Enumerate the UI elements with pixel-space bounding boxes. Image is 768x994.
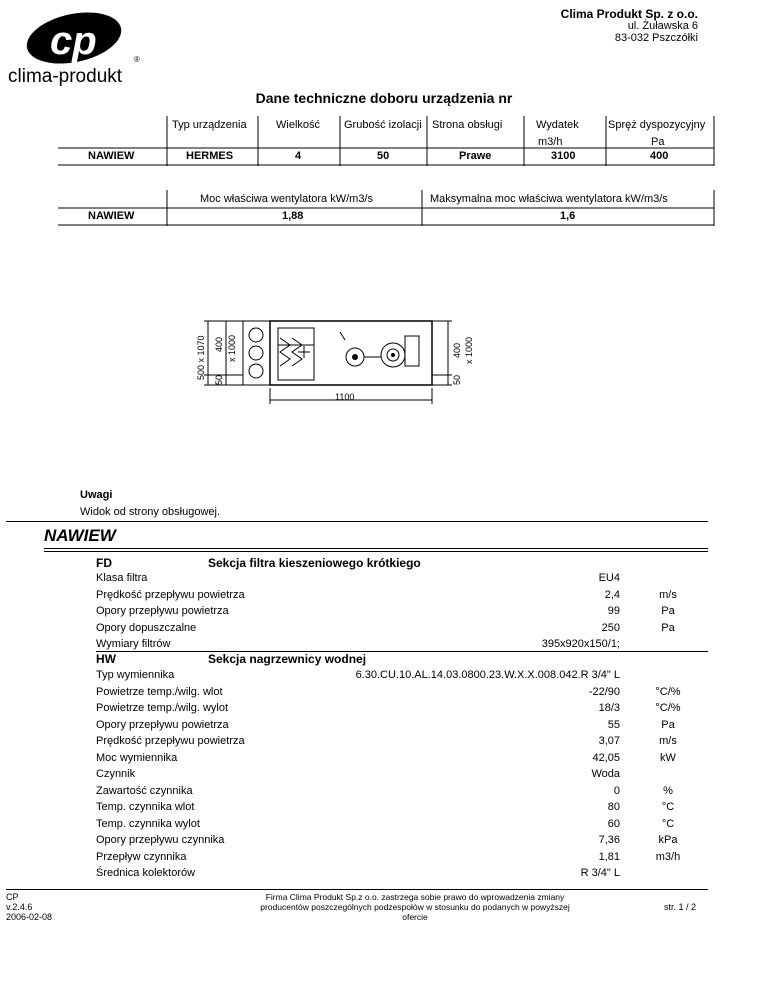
dim-right-a: 400 [452, 342, 462, 358]
spec-header-airflow: Wydatek [536, 119, 579, 131]
fan-value-max-power: 1,6 [560, 210, 576, 222]
hw-row-unit: m3/h [655, 850, 681, 863]
hw-row-label: Typ wymiennika [96, 669, 175, 681]
fd-row-label: Opory przepływu powietrza [96, 605, 229, 617]
hw-row-label: Moc wymiennika [96, 751, 178, 764]
hw-row-value: 1,81 [598, 850, 620, 863]
hw-row [96, 818, 716, 834]
fan-row-label: NAWIEW [88, 210, 135, 222]
spec-header-insulation: Grubość izolacji [344, 119, 422, 131]
section-title: NAWIEW [44, 526, 116, 545]
spec-value-size: 4 [295, 150, 302, 162]
footer-left3: 2006-02-08 [6, 912, 53, 922]
hw-row-label: Przepływ czynnika [96, 850, 187, 863]
dim-right-b: x 1000 [464, 336, 474, 364]
hw-row-label: Powietrze temp./wilg. wlot [96, 685, 223, 698]
hw-row-value: 0 [613, 784, 620, 797]
hw-row-value: 80 [607, 801, 620, 813]
hw-row-label: Opory przepływu czynnika [96, 834, 225, 846]
hw-row-unit: m/s [659, 735, 677, 747]
footer-divider [6, 889, 708, 890]
dim-left-a: 400 [214, 336, 224, 352]
spec-value-airflow: 3100 [551, 150, 576, 162]
dim-left-c: 50 [214, 374, 224, 385]
notes-text: Widok od strony obsługowej. [80, 506, 221, 518]
hw-row [96, 752, 716, 768]
divider [96, 651, 708, 652]
dim-right-c: 50 [452, 374, 462, 385]
hw-row-label: Średnica kolektorów [96, 867, 196, 879]
spec-header-type: Typ urządzenia [172, 119, 247, 131]
hw-row-unit: °C [661, 817, 675, 830]
hw-row-value: -22/90 [588, 685, 620, 698]
fd-row-unit: m/s [659, 588, 677, 601]
hw-row [96, 686, 716, 702]
fd-row-label: Opory dopuszczalne [96, 621, 197, 634]
fd-row [96, 589, 716, 605]
divider [44, 548, 708, 549]
hw-title: Sekcja nagrzewnicy wodnej [208, 652, 367, 666]
spec-unit-pressure: Pa [651, 136, 665, 148]
spec-value-side: Prawe [459, 150, 492, 162]
hw-row [96, 702, 716, 718]
hw-row-label: Temp. czynnika wylot [96, 817, 200, 830]
hw-row [96, 785, 716, 801]
hw-row-value: 18/3 [598, 702, 620, 714]
hw-row-value: 42,05 [592, 751, 620, 764]
fd-row-label: Klasa filtra [96, 572, 148, 584]
hw-row-value: 55 [607, 718, 620, 731]
hw-row-label: Zawartość czynnika [96, 784, 193, 797]
hw-row-label: Temp. czynnika wlot [96, 801, 195, 813]
spec-header-pressure: Spręż dyspozycyjny [608, 119, 706, 131]
hw-row-unit: Pa [661, 718, 675, 731]
footer-version [6, 892, 52, 922]
company-name: Clima Produkt Sp. z o.o. [560, 7, 698, 21]
footer-disclaimer: Firma Clima Produkt Sp.z o.o. zastrzega sobie prawo do wprowadzenia zmiany producentów poszczególnych podzespołów w stosunku do podanych w powyższej ofercie [260, 892, 570, 922]
fd-row [96, 622, 716, 638]
hw-row-label: Czynnik [96, 768, 136, 780]
hw-row-value: R 3/4" L [580, 867, 620, 879]
fd-row-value: 2,4 [604, 588, 620, 601]
spec-header-side: Strona obsługi [432, 119, 503, 131]
fd-row-label: Wymiary filtrów [96, 638, 171, 650]
unit-drawing [180, 300, 510, 420]
hw-row-value: 3,07 [598, 735, 620, 747]
fd-row-value: 250 [601, 621, 620, 634]
fan-header-power: Moc właściwa wentylatora kW/m3/s [200, 193, 373, 205]
fan-header-max-power: Maksymalna moc właściwa wentylatora kW/m3/s [430, 193, 668, 205]
fd-row-label: Prędkość przepływu powietrza [96, 588, 245, 601]
company-city: 83-032 Pszczółki [614, 32, 698, 44]
fd-row-value: 395x920x150/1; [541, 638, 620, 650]
dim-left-total: 500 x 1070 [196, 335, 206, 380]
logo-monogram: cp [50, 19, 97, 63]
hw-row-label: Powietrze temp./wilg. wylot [96, 702, 229, 714]
footer-left2: v.2.4.6 [6, 902, 33, 912]
dim-left-b: x 1000 [227, 334, 237, 362]
fd-code: FD [96, 556, 112, 570]
hw-row [96, 867, 716, 883]
spec-unit-airflow: m3/h [538, 136, 563, 148]
notes-title: Uwagi [80, 489, 113, 501]
hw-row [96, 669, 716, 685]
footer-left1: CP [6, 892, 19, 902]
spec-value-insulation: 50 [377, 150, 390, 162]
page-number: str. 1 / 2 [663, 902, 696, 912]
hw-row-unit: kPa [658, 834, 678, 846]
fd-row-unit: Pa [661, 621, 675, 634]
fan-value-power: 1,88 [282, 210, 304, 222]
hw-row-label: Opory przepływu powietrza [96, 718, 229, 731]
fd-title: Sekcja filtra kieszeniowego krótkiego [208, 556, 421, 570]
fd-row [96, 605, 716, 621]
hw-row-unit: °C [661, 801, 675, 813]
hw-row-unit: kW [660, 751, 676, 764]
hw-row-unit: °C/% [655, 685, 681, 698]
hw-row-value: 6.30.CU.10.AL.14.03.0800.23.W.X.X.008.042.R 3/4" L [355, 669, 620, 681]
hw-row [96, 851, 716, 867]
hw-row [96, 735, 716, 751]
hw-row-unit: °C/% [655, 702, 681, 714]
hw-row [96, 801, 716, 817]
fd-row-value: EU4 [598, 572, 620, 584]
hw-row-value: Woda [591, 768, 620, 780]
divider [6, 521, 708, 522]
inlet-damper [243, 321, 270, 385]
spec-row-label: NAWIEW [88, 150, 135, 162]
fd-row [96, 572, 716, 588]
hw-code: HW [96, 652, 116, 666]
dim-length: 1100 [335, 392, 355, 402]
logo-wordmark: clima-produkt [8, 66, 123, 87]
fd-row-value: 99 [607, 605, 620, 617]
hw-row [96, 719, 716, 735]
fd-row-unit: Pa [661, 605, 675, 617]
hw-row-value: 60 [607, 817, 620, 830]
logo-registered: ® [134, 55, 140, 64]
spec-value-type: HERMES [186, 150, 234, 162]
spec-header-size: Wielkość [276, 119, 321, 131]
spec-value-pressure: 400 [650, 150, 669, 162]
company-street: ul. Żuławska 6 [627, 20, 698, 32]
divider [44, 551, 708, 552]
document-title: Dane techniczne doboru urządzenia nr [255, 90, 513, 106]
hw-row-value: 7,36 [598, 834, 620, 846]
hw-row [96, 834, 716, 850]
hw-row-label: Prędkość przepływu powietrza [96, 735, 245, 747]
hw-row-unit: % [663, 784, 673, 797]
hw-row [96, 768, 716, 784]
